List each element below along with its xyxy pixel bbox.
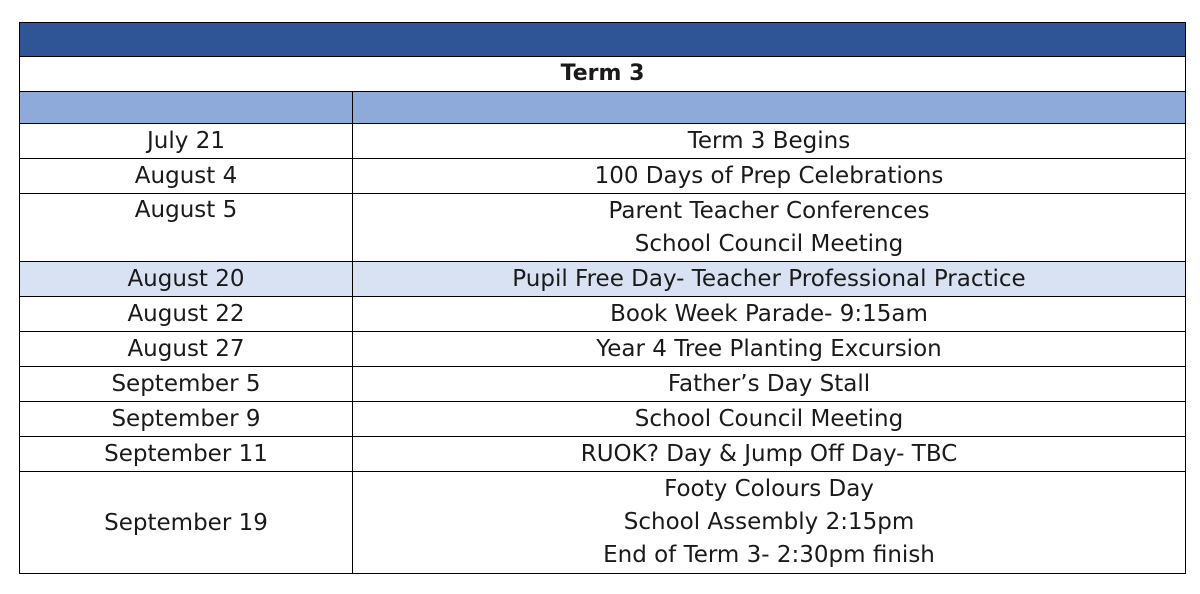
event-line: Parent Teacher Conferences bbox=[608, 197, 930, 224]
event-line: Book Week Parade- 9:15am bbox=[610, 300, 928, 327]
term-title: Term 3 bbox=[20, 57, 1186, 92]
date-column-header bbox=[20, 92, 353, 124]
table-row bbox=[20, 159, 1186, 194]
table-row bbox=[20, 297, 1186, 332]
event-cell bbox=[353, 194, 1186, 262]
banner-row bbox=[20, 23, 1186, 57]
event-line: School Council Meeting bbox=[634, 230, 904, 257]
table-row bbox=[20, 472, 1186, 574]
date-cell: August 4 bbox=[20, 159, 353, 194]
event-cell bbox=[353, 402, 1186, 437]
event-line: Father’s Day Stall bbox=[667, 370, 871, 397]
event-line: 100 Days of Prep Celebrations bbox=[594, 162, 944, 189]
date-cell: September 5 bbox=[20, 367, 353, 402]
event-cell bbox=[353, 124, 1186, 159]
table-row bbox=[20, 194, 1186, 262]
column-header-row bbox=[20, 92, 1186, 124]
date-cell: July 21 bbox=[20, 124, 353, 159]
table-row bbox=[20, 402, 1186, 437]
event-line: School Council Meeting bbox=[634, 405, 904, 432]
event-line: School Assembly 2:15pm bbox=[623, 509, 915, 535]
table-row bbox=[20, 262, 1186, 297]
event-line: Term 3 Begins bbox=[687, 127, 851, 154]
table-row bbox=[20, 124, 1186, 159]
banner-cell bbox=[20, 23, 1186, 57]
date-cell: August 27 bbox=[20, 332, 353, 367]
event-cell bbox=[353, 472, 1186, 574]
event-cell bbox=[353, 159, 1186, 194]
date-cell: August 22 bbox=[20, 297, 353, 332]
event-line: Pupil Free Day- Teacher Professional Practice bbox=[512, 265, 1026, 292]
date-cell bbox=[20, 194, 353, 262]
event-line: Footy Colours Day bbox=[664, 476, 874, 502]
event-line: End of Term 3- 2:30pm finish bbox=[603, 542, 935, 568]
term-title-row bbox=[20, 57, 1186, 92]
table-row bbox=[20, 367, 1186, 402]
table-row bbox=[20, 437, 1186, 472]
event-cell bbox=[353, 297, 1186, 332]
event-column-header bbox=[353, 92, 1186, 124]
date-cell: August 20 bbox=[20, 262, 353, 297]
event-cell bbox=[353, 437, 1186, 472]
event-cell bbox=[353, 262, 1186, 297]
date-cell: September 11 bbox=[20, 437, 353, 472]
event-line: RUOK? Day & Jump Off Day- TBC bbox=[580, 440, 958, 467]
event-cell bbox=[353, 367, 1186, 402]
date-cell: September 19 bbox=[20, 472, 353, 574]
term-calendar-table bbox=[19, 22, 1186, 574]
table-row bbox=[20, 332, 1186, 367]
date-cell: September 9 bbox=[20, 402, 353, 437]
date-text: August 5 bbox=[134, 197, 238, 223]
event-cell bbox=[353, 332, 1186, 367]
event-line: Year 4 Tree Planting Excursion bbox=[596, 335, 942, 362]
